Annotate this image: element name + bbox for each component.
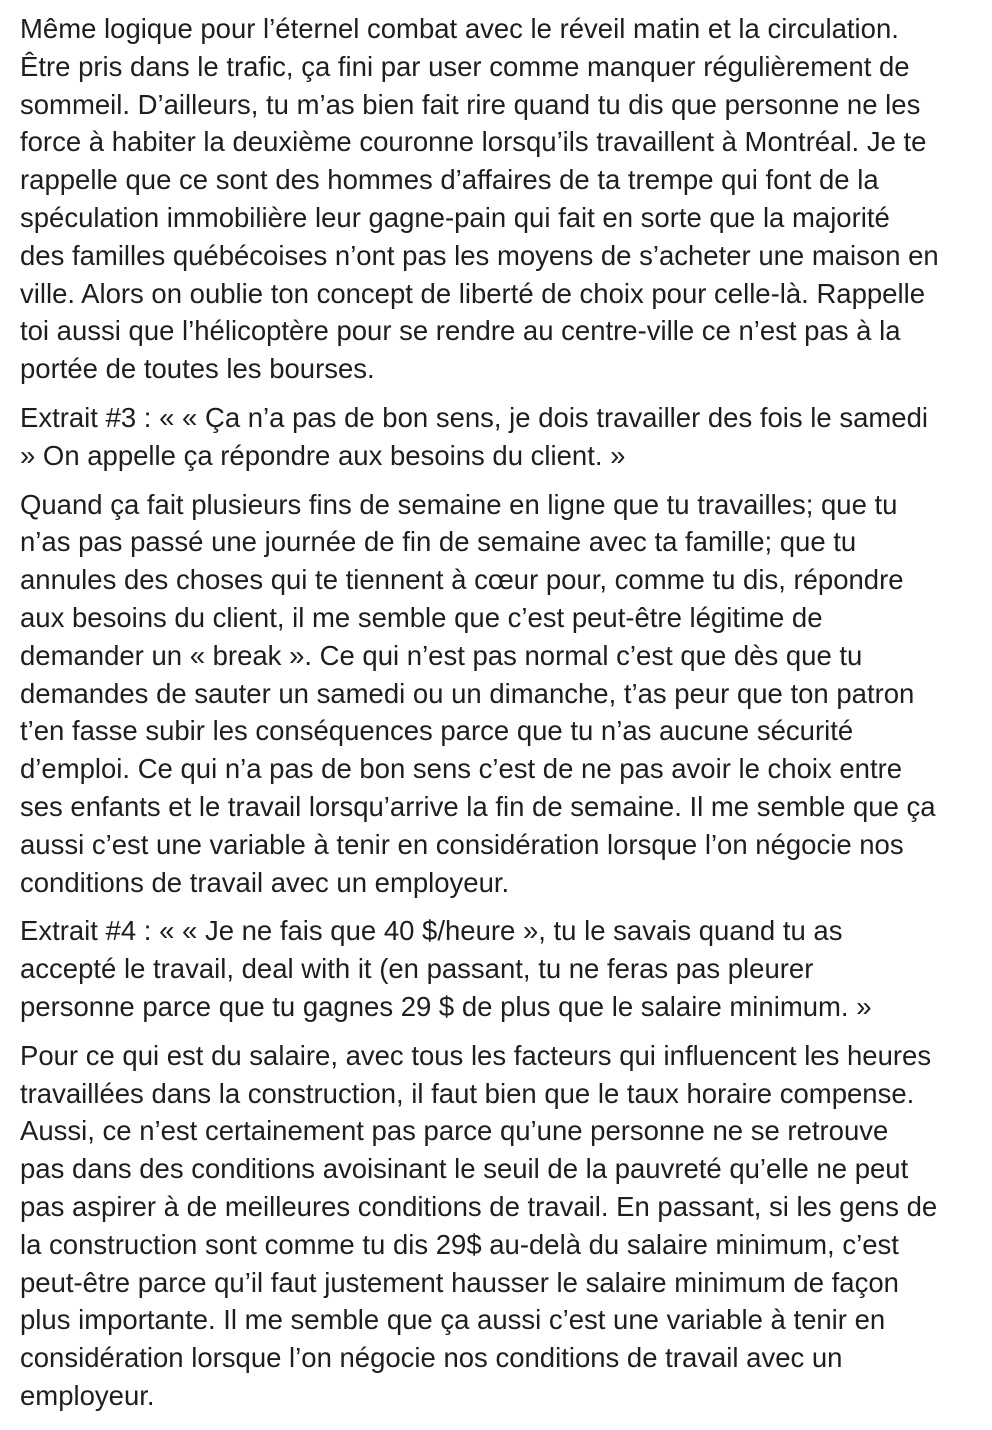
quote-extrait-3: Extrait #3 : « « Ça n’a pas de bon sens, je dois travailler des fois le samedi » On appelle ça répondre aux besoins du client. » — [20, 401, 928, 471]
paragraph-response-3: Quand ça fait plusieurs fins de semaine en ligne que tu travailles; que tu n’as pas passé une journée de fin de semaine avec ta famille; que tu annules des choses qui te tiennent à cœur pour, comme tu dis, répondre aux besoins du client, il me semble que c’est peut-être légitime de demander un « break ». Ce qui n’est pas normal c’est que dès que tu demandes de sauter un samedi ou un dimanche, t’as peur que ton patron t’en fasse subir les conséquences parce que tu n’as aucune sécurité d’emploi. Ce qui n’a pas de bon sens c’est de ne pas avoir le choix entre ses enfants et le travail lorsqu’arrive la fin de semaine. Il me semble que ça aussi c’est une variable à tenir en considération lorsque l’on négocie nos conditions de travail avec un employeur. — [20, 488, 936, 898]
paragraph-intro: Même logique pour l’éternel combat avec le réveil matin et la circulation. Être pris dans le trafic, ça fini par user comme manquer régulièrement de sommeil. D’ailleurs, tu m’as bien fait rire quand tu dis que personne ne les force à habiter la deuxième couronne lorsqu’ils travaillent à Montréal. Je te rappelle que ce sont des hommes d’affaires de ta trempe qui font de la spéculation immobilière leur gagne-pain qui fait en sorte que la majorité des familles québécoises n’ont pas les moyens de s’acheter une maison en ville. Alors on oublie ton concept de liberté de choix pour celle-là. Rappelle toi aussi que l’hélicoptère pour se rendre au centre-ville ce n’est pas à la portée de toutes les bourses. — [20, 13, 939, 385]
quote-extrait-4: Extrait #4 : « « Je ne fais que 40 $/heure », tu le savais quand tu as accepté le travail, deal with it (en passant, tu ne feras pas pleurer personne parce que tu gagnes 29 $ de plus que le salaire minimum. » — [20, 915, 872, 1022]
paragraph-response-4: Pour ce qui est du salaire, avec tous les facteurs qui influencent les heures travaillées dans la construction, il faut bien que le taux horaire compense. Aussi, ce n’est certainement pas parce qu’une personne ne se retrouve pas dans des conditions avoisinant le seuil de la pauvreté qu’elle ne peut pas aspirer à de meilleures conditions de travail. En passant, si les gens de la construction sont comme tu dis 29$ au-delà du salaire minimum, c’est peut-être parce qu’il faut justement hausser le salaire minimum de façon plus importante. Il me semble que ça aussi c’est une variable à tenir en considération lorsque l’on négocie nos conditions de travail avec un employeur. — [20, 1039, 938, 1411]
